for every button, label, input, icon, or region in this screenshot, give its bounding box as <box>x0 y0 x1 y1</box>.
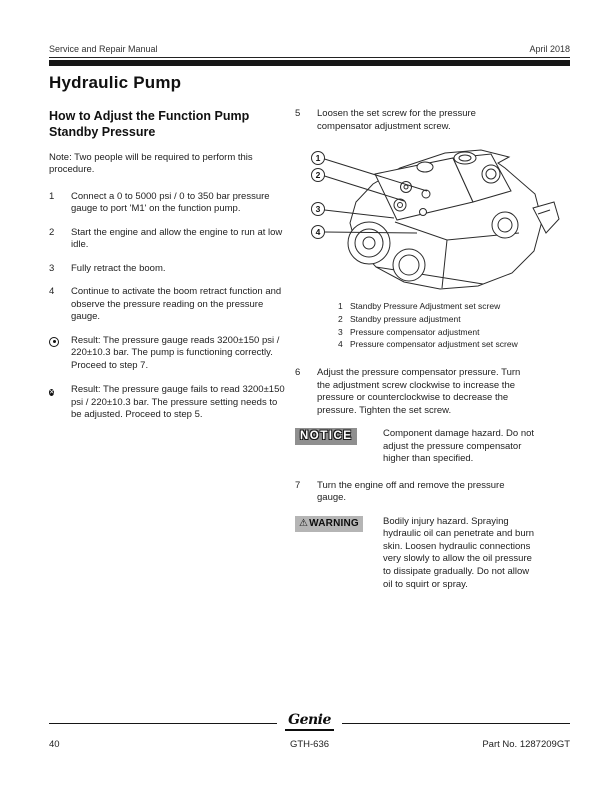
legend-item-2: 2 Standby pressure adjustment <box>338 313 461 324</box>
step-text: Fully retract the boom. <box>71 262 166 274</box>
step-7 <box>295 480 575 505</box>
step-2 <box>49 227 287 252</box>
procedure-note: Note: Two people will be required to perform this procedure. <box>49 151 253 176</box>
pump-illustration <box>305 144 575 294</box>
manual-name: Service and Repair Manual <box>49 44 158 54</box>
callout-4 <box>312 226 325 239</box>
page-number: 40 <box>49 739 60 750</box>
step-text: Connect a 0 to 5000 psi / 0 to 350 bar pressure gauge to port 'M1' on the function pump. <box>71 190 270 215</box>
page-footer <box>49 714 570 750</box>
result-text: Result: The pressure gauge fails to read 3200±150 psi / 220±10.3 bar. The pressure setting needs to be adjusted. Proceed to step 5. <box>71 384 285 421</box>
legend-item-1: 1 Standby Pressure Adjustment set screw <box>338 301 501 312</box>
step-text: Continue to activate the boom retract function and observe the pressure reading on the pressure gauge. <box>71 286 282 323</box>
step-4 <box>49 286 287 324</box>
step-5 <box>295 108 575 133</box>
compensator-adjust-screw <box>394 199 406 211</box>
page-title: Hydraulic Pump <box>49 73 182 92</box>
svg-text:4: 4 <box>315 227 321 238</box>
result-text: Result: The pressure gauge reads 3200±150 psi / 220±10.3 bar. The pump is functioning correctly. Proceed to step 7. <box>71 334 280 371</box>
port-boss-large <box>348 222 390 264</box>
section-heading: How to Adjust the Function Pump Standby Pressure <box>49 109 250 140</box>
step-text: Adjust the pressure compensator pressure. Turn the adjustment screw clockwise to increase the pressure or counterclockwise to decrease the pressure. Tighten the set screw. <box>317 367 521 416</box>
warning-box <box>295 516 575 591</box>
header-date: April 2018 <box>529 44 570 54</box>
warning-label: ⚠WARNING <box>295 516 363 532</box>
top-port <box>482 165 500 183</box>
step-text: Start the engine and allow the engine to run at low idle. <box>71 226 283 251</box>
running-header <box>49 44 570 58</box>
result-bad <box>49 384 287 422</box>
shaft-boss <box>492 212 518 238</box>
footer-rule <box>49 714 570 733</box>
right-column <box>295 108 575 605</box>
callout-2 <box>312 169 325 182</box>
pump-illustration-svg <box>305 144 573 294</box>
step-number: 6 <box>295 367 301 379</box>
step-number: 2 <box>49 226 55 238</box>
legend-item-3: 3 Pressure compensator adjustment <box>338 326 480 337</box>
figure-legend <box>338 300 575 351</box>
good-result-icon <box>49 337 59 347</box>
callout-3 <box>312 203 325 216</box>
step-text: Loosen the set screw for the pressure compensator adjustment screw. <box>317 108 476 132</box>
callout-1 <box>312 152 325 165</box>
step-number: 5 <box>295 108 301 119</box>
svg-text:2: 2 <box>315 170 321 181</box>
step-6 <box>295 367 575 417</box>
step-number: 1 <box>49 190 55 202</box>
notice-box <box>295 428 575 466</box>
step-3 <box>49 263 287 276</box>
port-boss-small <box>393 249 425 281</box>
page-header <box>49 44 570 93</box>
model-number: GTH-636 <box>289 739 330 750</box>
notice-label: NOTICE <box>295 428 357 445</box>
step-number: 3 <box>49 262 55 274</box>
step-text: Turn the engine off and remove the pressure gauge. <box>317 479 505 504</box>
step-1 <box>49 191 287 216</box>
top-fitting-outer <box>454 152 476 164</box>
svg-text:3: 3 <box>315 204 321 215</box>
svg-text:1: 1 <box>315 153 321 164</box>
part-number: Part No. 1287209GT <box>482 739 571 750</box>
result-good <box>49 335 287 373</box>
genie-logo: Genie <box>285 712 334 731</box>
small-fitting <box>417 162 433 172</box>
notice-text: Component damage hazard. Do not adjust the pressure compensator higher than specified. <box>383 428 535 465</box>
compensator-set-screw <box>420 209 427 216</box>
left-column <box>49 108 287 434</box>
legend-item-4: 4 Pressure compensator adjustment set screw <box>338 339 518 350</box>
bad-result-icon: ✕ <box>49 389 55 397</box>
step-number: 7 <box>295 479 301 491</box>
header-rule-bar <box>49 60 570 66</box>
safety-alert-icon: ⚠ <box>299 518 309 530</box>
step-number: 4 <box>49 286 55 298</box>
warning-text: Bodily injury hazard. Spraying hydraulic oil can penetrate and burn skin. Loosen hydraulic connections very slowly to allow the oil pressure to dissipate gradually. Do not allow oil to squirt or spray. <box>383 515 535 590</box>
